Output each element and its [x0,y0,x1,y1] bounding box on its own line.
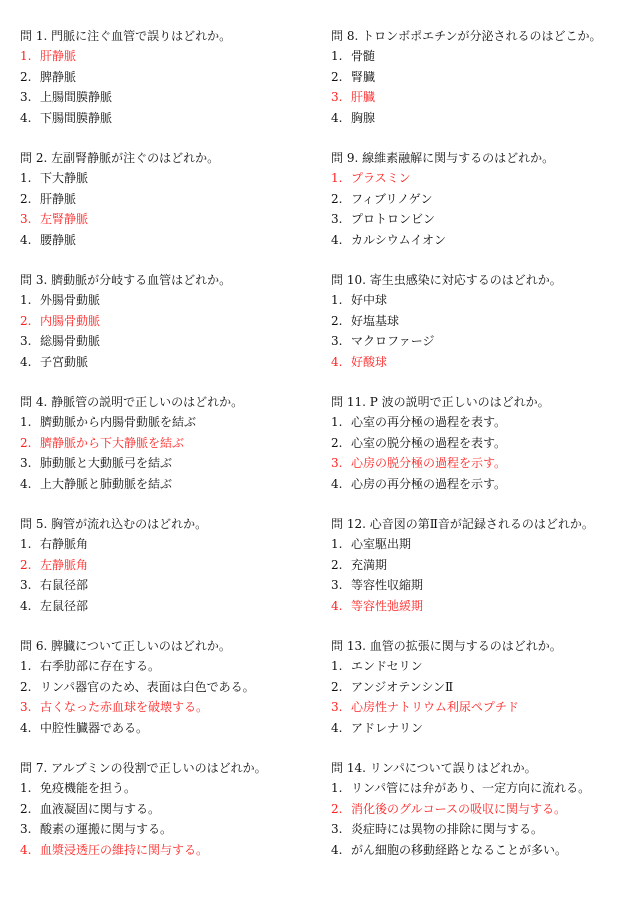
option-number: 4. [331,476,343,491]
answer-option [331,575,621,596]
answer-option-correct [20,555,310,576]
answer-option [20,412,310,433]
option-number: 3. [20,700,32,714]
answer-option [331,555,621,576]
answer-option [20,799,310,820]
option-text: 左静脈角 [40,557,89,572]
option-text: 好酸球 [351,354,388,369]
option-text: 心室駆出期 [351,537,412,551]
question-block [331,270,621,392]
answer-option [331,840,621,861]
answer-option [20,168,310,189]
option-number: 4. [331,842,343,857]
option-number: 4. [331,720,343,735]
answer-option [331,67,621,88]
option-text: 等容性収縮期 [351,578,424,592]
answer-option-correct [331,453,621,474]
answer-option [20,352,310,373]
option-text: 総腸骨動脈 [40,334,101,348]
answer-option [20,331,310,352]
option-number: 1. [331,49,343,63]
option-number: 3. [331,578,343,592]
option-text: 骨髄 [351,49,376,63]
option-text: 免疫機能を担う。 [40,781,137,795]
option-text: 上大静脈と肺動脈を結ぶ [40,476,173,491]
option-text: 下腸間膜静脈 [40,110,113,125]
option-number: 3. [20,212,32,226]
answer-option [20,108,310,129]
question-block [20,392,310,514]
option-number: 4. [20,110,32,125]
option-number: 3. [20,456,32,470]
answer-option-correct [331,596,621,617]
option-text: 右鼠径部 [40,578,89,592]
option-text: 左腎静脈 [40,212,89,226]
option-number: 2. [20,69,32,84]
option-text: 肝静脈 [40,191,77,206]
answer-option [331,718,621,739]
option-text: 等容性弛緩期 [351,598,424,613]
answer-option [20,189,310,210]
option-text: リンパ器官のため、表面は白色である。 [40,679,255,694]
option-number: 3. [331,822,343,836]
question-title: 問 14. リンパについて誤りはどれか。 [331,761,537,775]
question-title: 問 9. 線維素融解に関与するのはどれか。 [331,151,555,165]
answer-option [331,189,621,210]
answer-option [20,575,310,596]
option-text: 内腸骨動脈 [40,313,101,328]
answer-option [20,290,310,311]
option-number: 2. [331,191,343,206]
option-number: 4. [331,354,343,369]
option-number: 2. [20,679,32,694]
option-text: 充満期 [351,557,388,572]
option-text: 右静脈角 [40,537,89,551]
answer-option-correct [20,840,310,861]
option-text: アドレナリン [351,720,424,735]
option-text: 酸素の運搬に関与する。 [40,822,173,836]
option-number: 4. [20,720,32,735]
question-block [331,758,621,880]
question-block [20,26,310,148]
answer-option [331,46,621,67]
option-number: 3. [20,578,32,592]
option-number: 3. [20,334,32,348]
option-number: 4. [20,232,32,247]
answer-option [20,474,310,495]
question-title: 問 1. 門脈に注ぐ血管で誤りはどれか。 [20,29,232,43]
option-number: 2. [331,557,343,572]
option-number: 3. [20,90,32,104]
option-number: 4. [20,354,32,369]
answer-option-correct [331,352,621,373]
option-text: 腰静脈 [40,232,77,247]
answer-option [20,67,310,88]
question-title: 問 11. P 波の説明で正しいのはどれか。 [331,395,550,409]
option-number: 2. [20,801,32,816]
option-number: 1. [20,537,32,551]
option-number: 1. [331,537,343,551]
answer-option [331,656,621,677]
question-block [20,514,310,636]
option-number: 1. [20,49,32,63]
option-text: 好塩基球 [351,313,400,328]
option-text: 左鼠径部 [40,598,89,613]
option-text: マクロファージ [351,334,435,348]
option-text: 血液凝固に関与する。 [40,801,161,816]
answer-option [20,596,310,617]
question-title: 問 3. 臍動脈が分岐する血管はどれか。 [20,273,232,287]
option-number: 3. [20,822,32,836]
option-text: リンパ管には弁があり、一定方向に流れる。 [351,781,591,795]
option-number: 3. [331,334,343,348]
option-number: 2. [331,801,343,816]
option-text: フィブリノゲン [351,191,433,206]
answer-option [20,230,310,251]
option-number: 2. [331,313,343,328]
option-number: 2. [20,435,32,450]
option-number: 2. [331,69,343,84]
option-number: 4. [20,598,32,613]
answer-option [331,209,621,230]
question-title: 問 5. 胸管が流れ込むのはどれか。 [20,517,208,531]
option-text: 腎臓 [351,69,376,84]
answer-option [20,453,310,474]
option-text: 炎症時には異物の排除に関与する。 [351,822,544,836]
answer-option-correct [20,209,310,230]
option-number: 1. [20,171,32,185]
answer-option [331,108,621,129]
answer-option [331,331,621,352]
option-number: 1. [20,659,32,673]
option-number: 3. [331,212,343,226]
answer-option [331,290,621,311]
answer-option-correct [20,697,310,718]
question-title: 問 10. 寄生虫感染に対応するのはどれか。 [331,273,562,287]
option-number: 4. [20,842,32,857]
question-block [331,514,621,636]
option-text: 消化後のグルコースの吸収に関与する。 [351,801,567,816]
answer-option [20,87,310,108]
option-text: 心房の再分極の過程を示す。 [351,476,507,491]
question-block [20,758,310,880]
answer-option [331,311,621,332]
option-number: 1. [331,415,343,429]
option-number: 1. [331,293,343,307]
option-number: 2. [331,435,343,450]
option-text: 肝臓 [351,90,376,104]
answer-option-correct [331,87,621,108]
right-question-column [331,26,621,880]
answer-option-correct [20,311,310,332]
answer-option-correct [331,168,621,189]
option-number: 1. [20,293,32,307]
question-block [331,636,621,758]
option-text: 臍静脈から下大静脈を結ぶ [40,435,185,450]
question-block [20,148,310,270]
option-text: 心房性ナトリウム利尿ペプチド [351,700,519,714]
option-text: 臍動脈から内腸骨動脈を結ぶ [40,415,197,429]
question-title: 問 4. 静脈管の説明で正しいのはどれか。 [20,395,244,409]
option-text: 右季肋部に存在する。 [40,659,161,673]
option-text: 胸腺 [351,110,376,125]
question-title: 問 2. 左副腎静脈が注ぐのはどれか。 [20,151,220,165]
option-number: 2. [331,679,343,694]
option-number: 4. [331,232,343,247]
question-title: 問 12. 心音図の第Ⅱ音が記録されるのはどれか。 [331,517,594,531]
answer-option-correct [20,433,310,454]
question-block [331,148,621,270]
question-title: 問 7. アルブミンの役割で正しいのはどれか。 [20,761,267,775]
option-text: カルシウムイオン [351,232,446,247]
option-number: 1. [331,171,343,185]
option-number: 4. [331,598,343,613]
option-number: 2. [20,191,32,206]
option-number: 1. [20,415,32,429]
answer-option [20,718,310,739]
option-number: 1. [331,781,343,795]
question-block [331,26,621,148]
option-text: がん細胞の移動経路となることが多い。 [351,842,568,857]
option-number: 3. [331,700,343,714]
answer-option-correct [331,799,621,820]
option-number: 2. [20,313,32,328]
option-text: 脾静脈 [40,69,77,84]
option-text: 心室の再分極の過程を表す。 [351,415,507,429]
left-question-column [20,26,310,880]
question-title: 問 8. トロンボポエチンが分泌されるのはどこか。 [331,29,602,43]
option-text: 肺動脈と大動脈弓を結ぶ [40,456,173,470]
option-text: 上腸間膜静脈 [40,90,113,104]
option-text: プロトロンビン [351,212,436,226]
option-text: 血漿浸透圧の維持に関与する。 [40,842,209,857]
option-number: 3. [331,90,343,104]
option-text: 子宮動脈 [40,354,89,369]
option-text: アンジオテンシンⅡ [351,679,454,694]
option-text: 好中球 [351,293,388,307]
question-title: 問 13. 血管の拡張に関与するのはどれか。 [331,639,562,653]
answer-option [331,534,621,555]
option-number: 2. [20,557,32,572]
option-number: 1. [331,659,343,673]
question-block [331,392,621,514]
answer-option [20,819,310,840]
answer-option [331,230,621,251]
answer-option [331,778,621,799]
question-block [20,636,310,758]
answer-option-correct [20,46,310,67]
option-number: 1. [20,781,32,795]
option-text: エンドセリン [351,659,423,673]
answer-option [20,778,310,799]
question-title: 問 6. 脾臓について正しいのはどれか。 [20,639,231,653]
answer-option [331,433,621,454]
answer-option [331,412,621,433]
question-block [20,270,310,392]
option-text: 肝静脈 [40,49,77,63]
option-number: 3. [331,456,343,470]
answer-option [331,474,621,495]
answer-option [20,677,310,698]
answer-option-correct [331,697,621,718]
answer-option [331,677,621,698]
option-number: 4. [20,476,32,491]
option-text: 古くなった赤血球を破壊する。 [40,700,209,714]
option-text: 下大静脈 [40,171,89,185]
option-text: 外腸骨動脈 [40,293,101,307]
answer-option [331,819,621,840]
option-text: 中腔性臓器である。 [40,720,149,735]
option-text: 心房の脱分極の過程を示す。 [351,456,507,470]
option-text: プラスミン [351,171,411,185]
answer-option [20,534,310,555]
option-number: 4. [331,110,343,125]
answer-option [20,656,310,677]
option-text: 心室の脱分極の過程を表す。 [351,435,507,450]
